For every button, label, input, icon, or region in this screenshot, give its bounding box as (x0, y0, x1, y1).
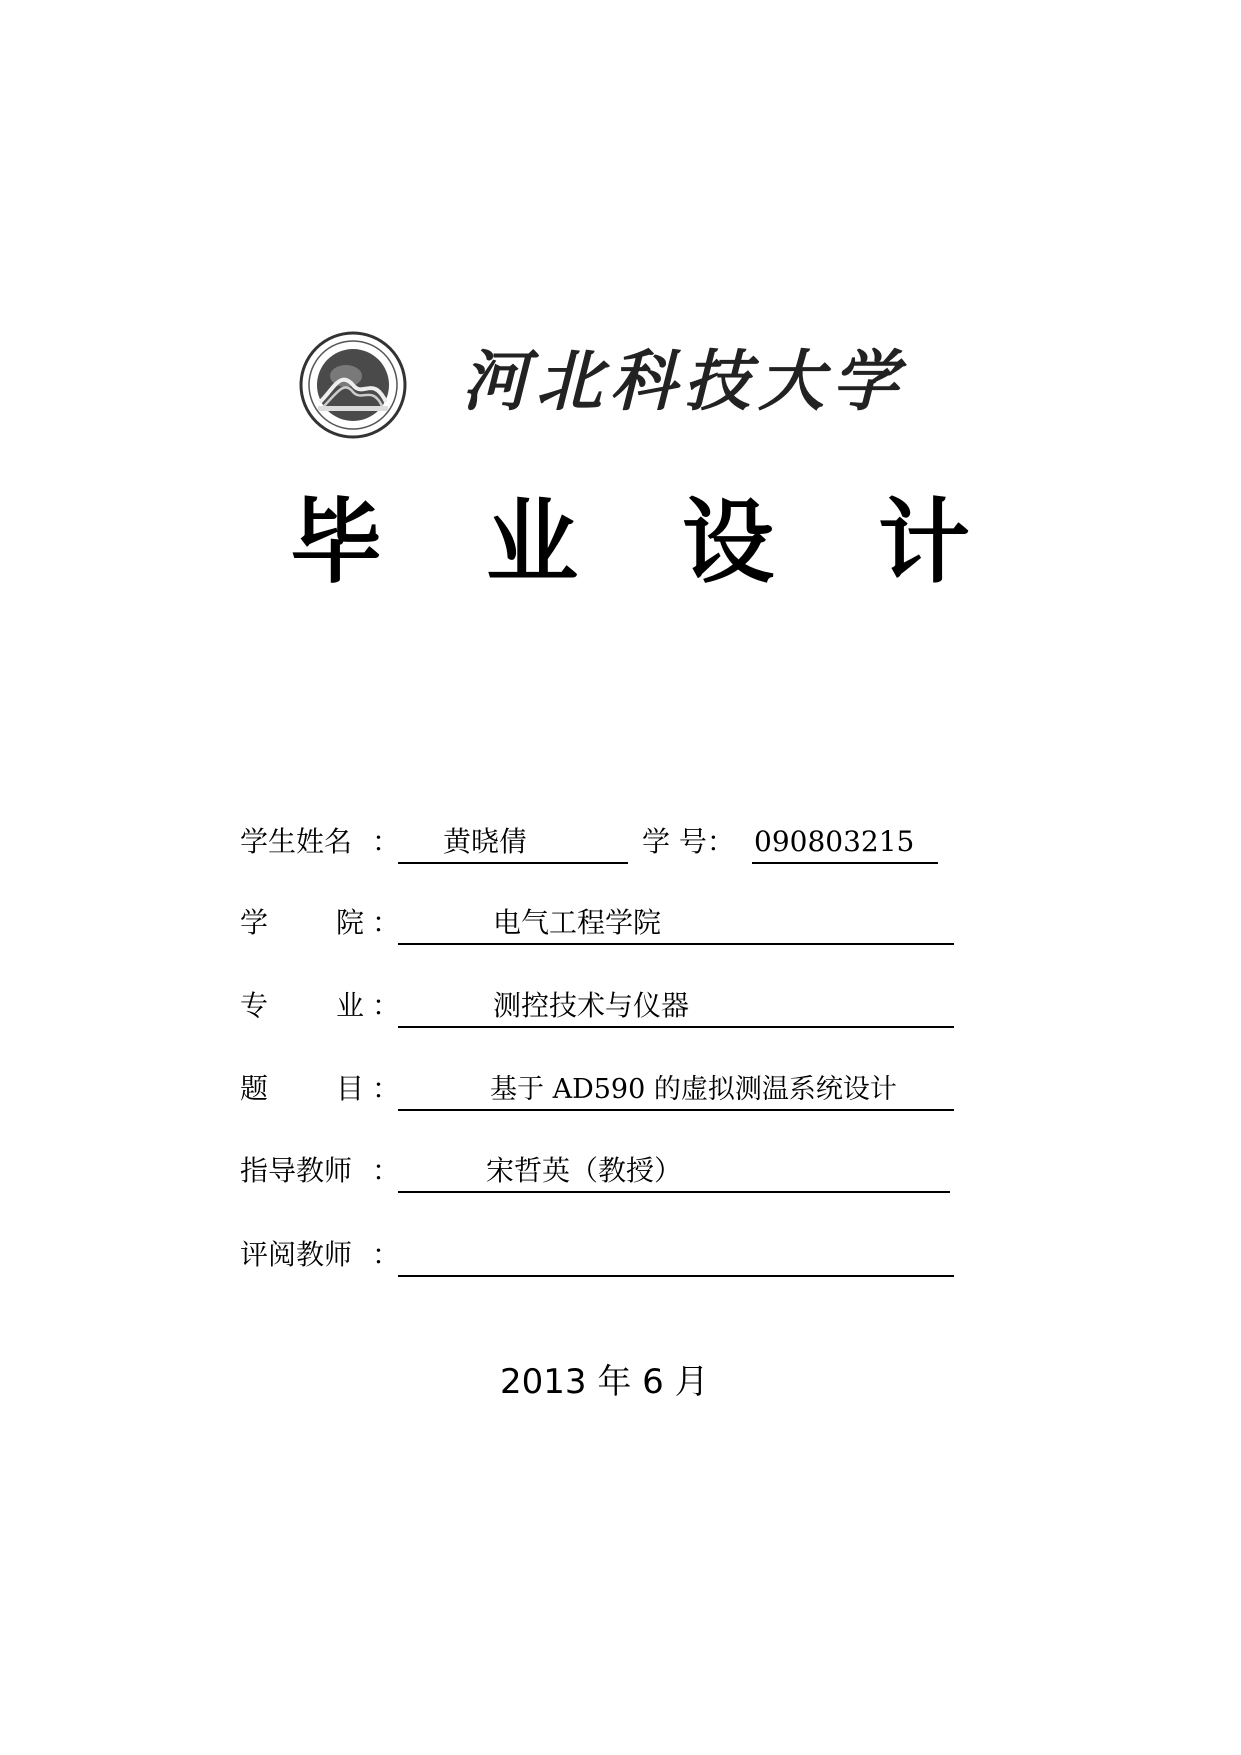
student-id-field (752, 820, 938, 864)
advisor-field (398, 1149, 950, 1193)
student-name-value: 黄晓倩 (443, 825, 528, 858)
document-title (290, 470, 970, 600)
university-name: 河北科技大学 (462, 341, 906, 420)
reviewer-label: 评阅教师 ： (240, 1238, 401, 1271)
student-name-label: 学生姓名 ： (240, 825, 401, 858)
student-name-field (398, 820, 628, 864)
submission-date: 2013 年 6 月 (500, 1362, 709, 1402)
title-char: 毕 (290, 489, 383, 596)
title-char: 业 (485, 489, 578, 596)
university-seal-icon (298, 330, 408, 440)
student-id-label: 学 号： (642, 825, 735, 858)
row-reviewer (240, 1233, 960, 1277)
row-advisor (240, 1149, 960, 1193)
title-char: 设 (681, 489, 774, 596)
college-field (398, 901, 954, 945)
advisor-value: 宋哲英（教授） (486, 1154, 683, 1187)
college-label: 学 院 ： (240, 906, 401, 939)
college-value: 电气工程学院 (493, 906, 662, 939)
row-student-name-id (240, 820, 960, 864)
topic-field (398, 1067, 954, 1111)
reviewer-field (398, 1233, 954, 1277)
major-field (398, 984, 954, 1028)
row-major (240, 984, 960, 1028)
major-label: 专 业 ： (240, 989, 401, 1022)
topic-label: 题 目 ： (240, 1072, 401, 1105)
advisor-label: 指导教师 ： (240, 1154, 401, 1187)
title-char: 计 (877, 489, 970, 596)
major-value: 测控技术与仪器 (493, 989, 690, 1022)
student-id-value: 090803215 (754, 825, 915, 858)
topic-value: 基于 AD590 的虚拟测温系统设计 (490, 1074, 897, 1105)
row-topic (240, 1067, 960, 1111)
row-college (240, 901, 960, 945)
